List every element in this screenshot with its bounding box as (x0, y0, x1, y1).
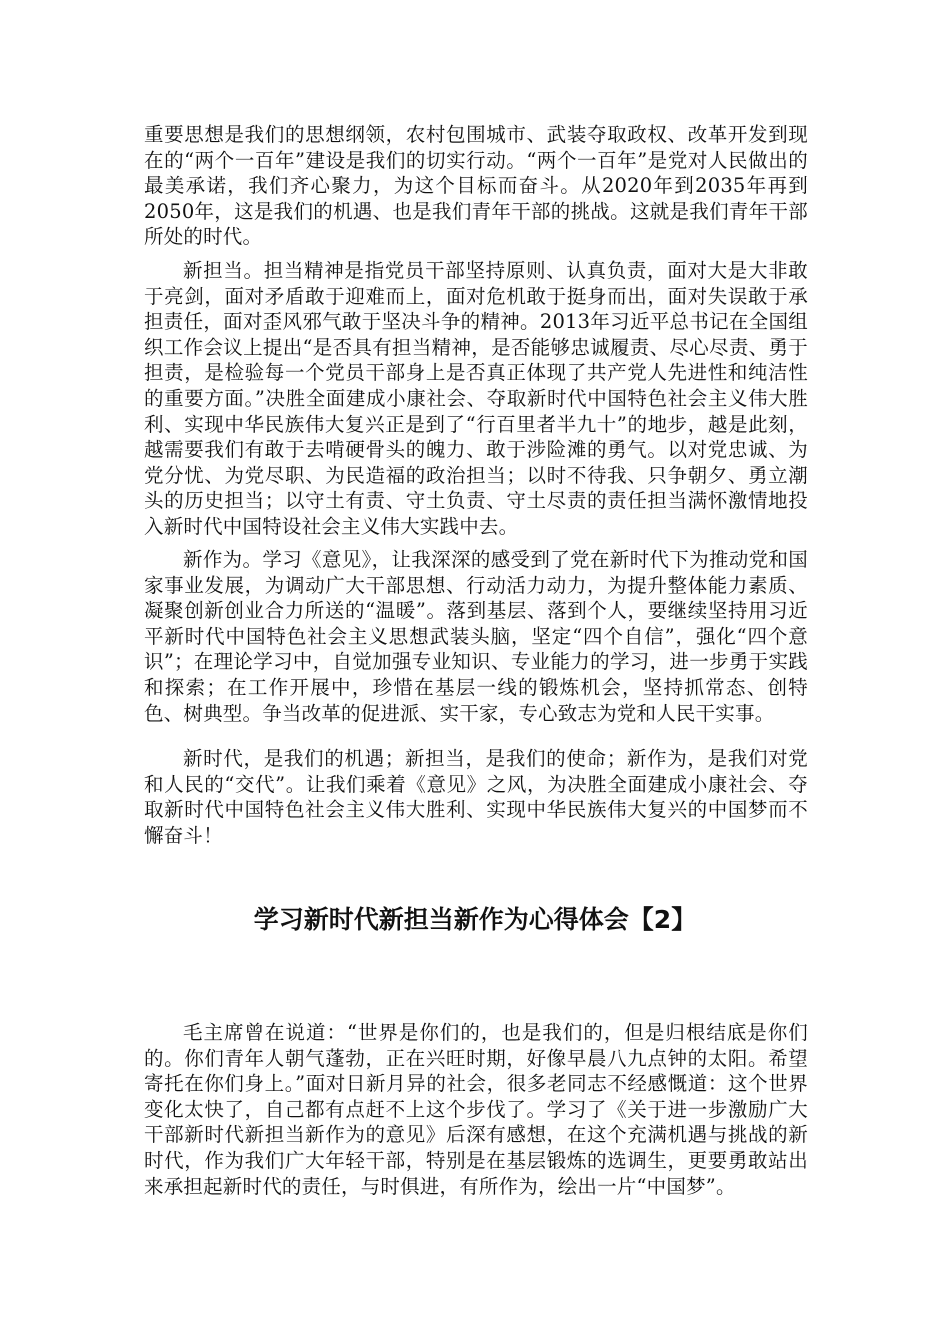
body-paragraph: 新时代，是我们的机遇；新担当，是我们的使命；新作为，是我们对党和人民的“交代”。让我们乘着《意见》之风，为决胜全面建成小康社会、夺取新时代中国特色社会主义伟大胜利、实现中华民族伟大复兴的中国梦而不懈奋斗！ (144, 747, 808, 847)
body-paragraph: 毛主席曾在说道：“世界是你们的，也是我们的，但是归根结底是你们的。你们青年人朝气蓬勃，正在兴旺时期，好像早晨八九点钟的太阳。希望寄托在你们身上。”面对日新月异的社会，很多老同志不经感慨道：这个世界变化太快了，自己都有点赶不上这个步伐了。学习了《关于进一步激励广大干部新时代新担当新作为的意见》后深有感想，在这个充满机遇与挑战的新时代，作为我们广大年轻干部，特别是在基层锻炼的选调生，更要勇敢站出来承担起新时代的责任，与时俱进，有所作为，绘出一片“中国梦”。 (144, 1021, 808, 1198)
body-paragraph: 新作为。学习《意见》，让我深深的感受到了党在新时代下为推动党和国家事业发展，为调动广大干部思想、行动活力动力，为提升整体能力素质、凝聚创新创业合力所送的“温暖”。落到基层、落到个人，要继续坚持用习近平新时代中国特色社会主义思想武装头脑，坚定“四个自信”，强化“四个意识”；在理论学习中，自觉加强专业知识、专业能力的学习，进一步勇于实践和探索；在工作开展中，珍惜在基层一线的锻炼机会，坚持抓常态、创特色、树典型。争当改革的促进派、实干家，专心致志为党和人民干实事。 (144, 548, 808, 725)
body-paragraph: 重要思想是我们的思想纲领，农村包围城市、武装夺取政权、改革开发到现在的“两个一百年”建设是我们的切实行动。“两个一百年”是党对人民做出的最美承诺，我们齐心聚力，为这个目标而奋斗。从2020年到2035年再到2050年，这是我们的机遇、也是我们青年干部的挑战。这就是我们青年干部所处的时代。 (144, 123, 808, 249)
body-paragraph: 新担当。担当精神是指党员干部坚持原则、认真负责，面对大是大非敢于亮剑，面对矛盾敢于迎难而上，面对危机敢于挺身而出，面对失误敢于承担责任，面对歪风邪气敢于坚决斗争的精神。2013年习近平总书记在全国组织工作会议上提出“是否具有担当精神，是否能够忠诚履责、尽心尽责、勇于担责，是检验每一个党员干部身上是否真正体现了共产党人先进性和纯洁性的重要方面。”决胜全面建成小康社会、夺取新时代中国特色社会主义伟大胜利、实现中华民族伟大复兴正是到了“行百里者半九十”的地步，越是此刻，越需要我们有敢于去啃硬骨头的魄力、敢于涉险滩的勇气。以对党忠诚、为党分忧、为党尽职、为民造福的政治担当；以时不待我、只争朝夕、勇立潮头的历史担当；以守土有责、守土负责、守土尽责的责任担当满怀激情地投入新时代中国特设社会主义伟大实践中去。 (144, 259, 808, 538)
section-heading: 学习新时代新担当新作为心得体会【2】 (253, 905, 697, 934)
